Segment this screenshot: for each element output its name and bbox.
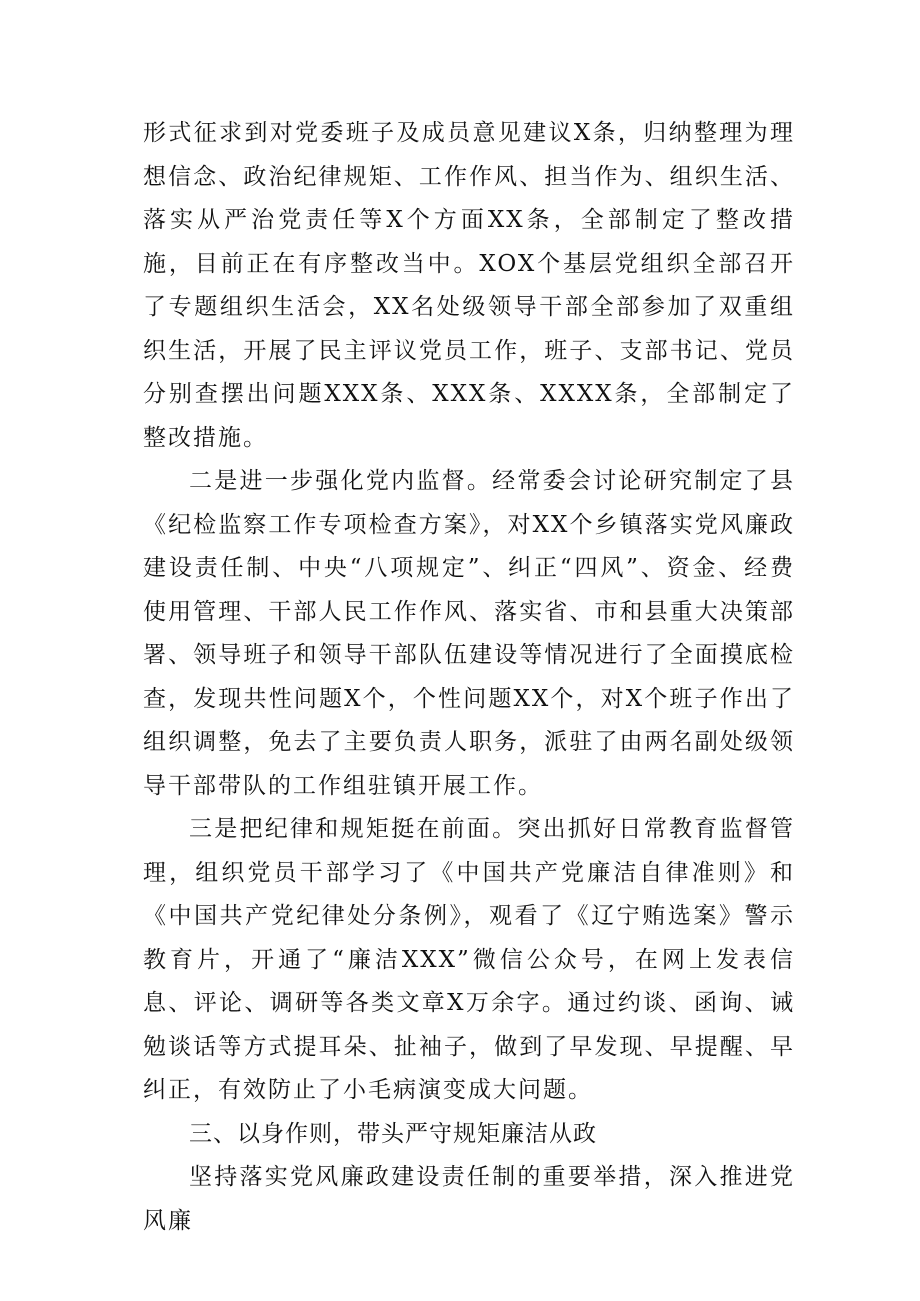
section-heading: 三、以身作则，带头严守规矩廉洁从政 (189, 1120, 597, 1147)
paragraph-lead-by-example: 坚持落实党风廉政建设责任制的重要举措，深入推进党风廉 (143, 1164, 795, 1234)
paragraph-continuation: 形式征求到对党委班子及成员意见建议X条，归纳整理为理想信念、政治纪律规矩、工作作风、担当作为、组织生活、落实从严治党责任等X个方面XX条，全部制定了整改措施，目前正在有序整改当中。XOX个基层党组织全部召开了专题组织生活会，XX名处级领导干部全部参加了双重组织生活，开展了民主评议党员工作，班子、支部书记、党员分别查摆出问题XXX条、XXX条、XXXX条，全部制定了整改措施。 (143, 120, 795, 451)
document-body (143, 112, 795, 1243)
paragraph-discipline-rules: 三是把纪律和规矩挺在前面。突出抓好日常教育监督管理，组织党员干部学习了《中国共产党廉洁自律准则》和《中国共产党纪律处分条例》，观看了《辽宁贿选案》警示教育片，开通了“廉洁XXX”微信公众号，在网上发表信息、评论、调研等各类文章X万余字。通过约谈、函询、诫勉谈话等方式提耳朵、扯袖子，做到了早发现、早提醒、早纠正，有效防止了小毛病演变成大问题。 (143, 816, 795, 1103)
paragraph-strengthen-supervision: 二是进一步强化党内监督。经常委会讨论研究制定了县《纪检监察工作专项检查方案》，对XX个乡镇落实党风廉政建设责任制、中央“八项规定”、纠正“四风”、资金、经费使用管理、干部人民工作作风、落实省、市和县重大决策部署、领导班子和领导干部队伍建设等情况进行了全面摸底检查，发现共性问题X个，个性问题XX个，对X个班子作出了组织调整，免去了主要负责人职务，派驻了由两名副处级领导干部带队的工作组驻镇开展工作。 (143, 468, 795, 799)
